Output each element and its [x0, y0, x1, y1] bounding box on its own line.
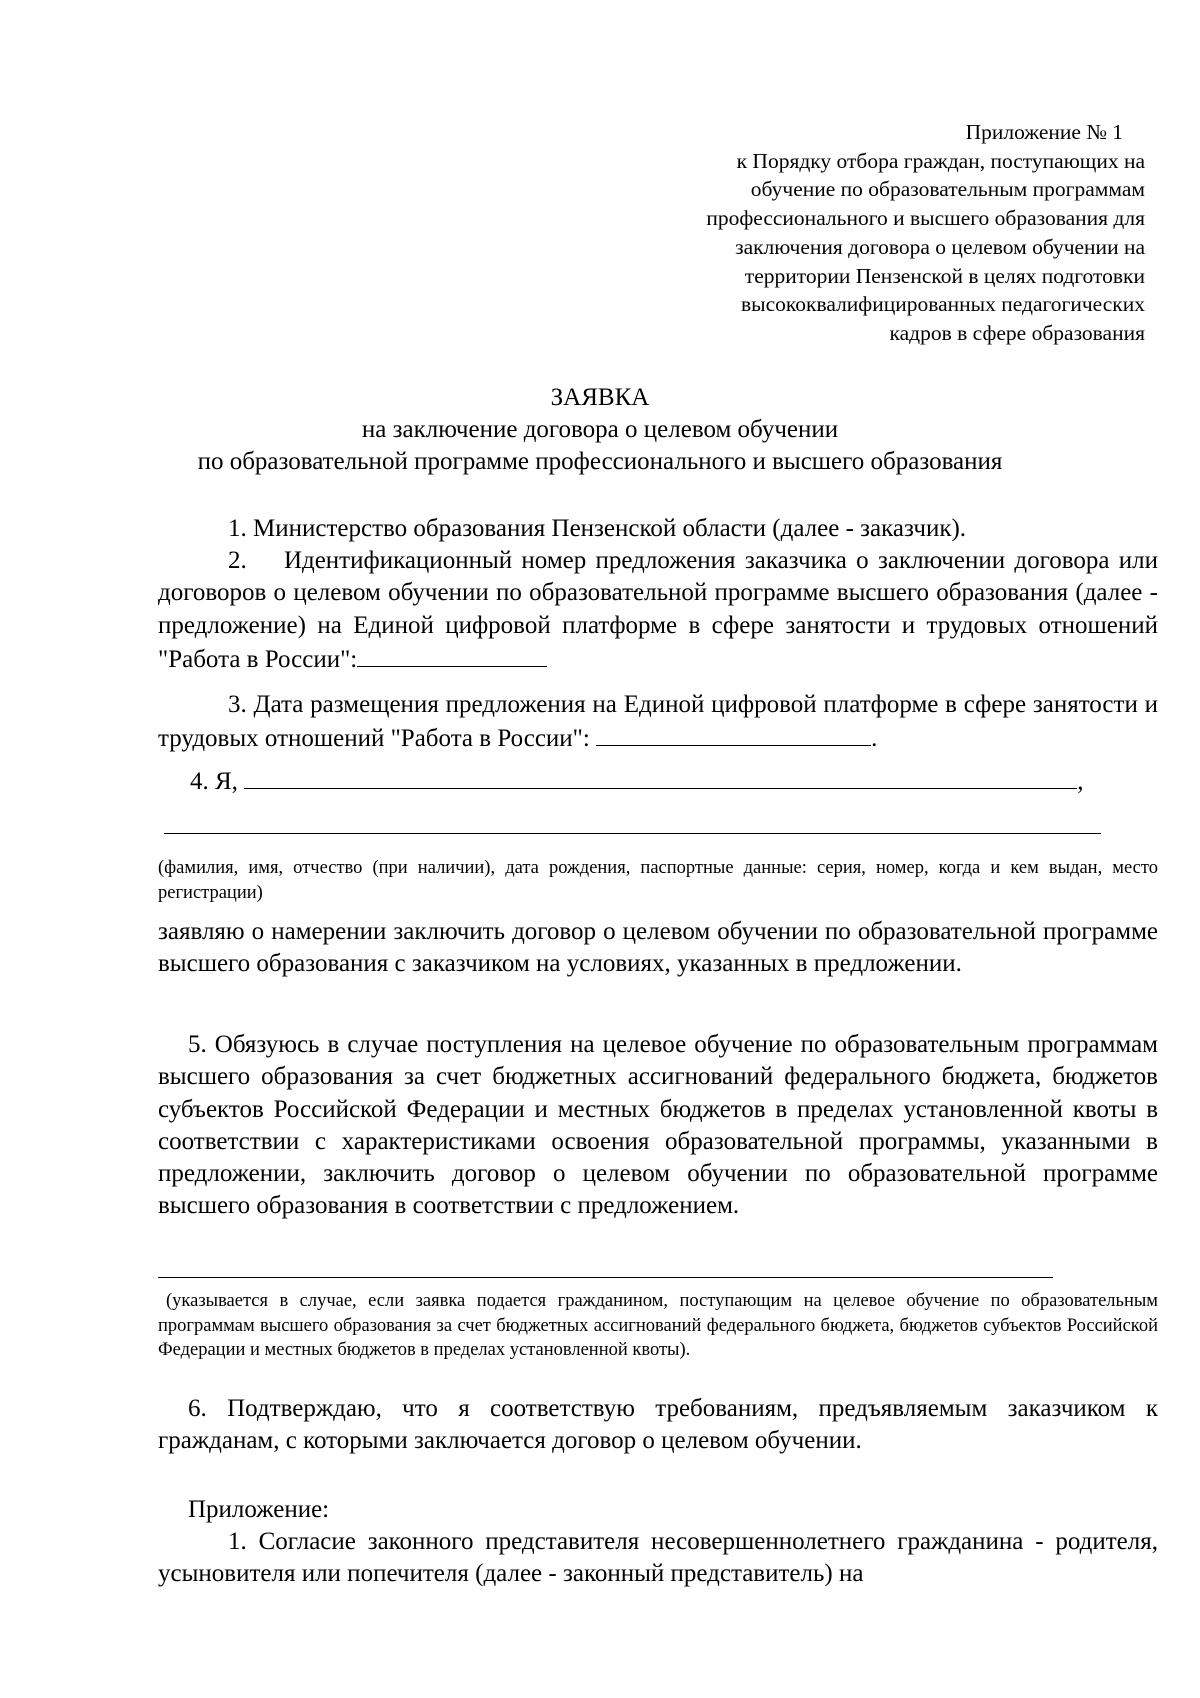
item-1: 1. Министерство образования Пензенской области (далее - заказчик).	[228, 515, 967, 542]
appendix-line: профессионального и высшего образования для	[706, 206, 1145, 231]
document-subtitle-2: по образовательной программе профессионального и высшего образования	[197, 448, 1003, 475]
item-6: 6. Подтверждаю, что я соответствую требованиям, предъявляемым заказчиком к гражданам, с которыми заключается договор о целевом обучении.	[158, 1395, 1158, 1455]
item-2-number: 2.	[228, 547, 247, 574]
item-4-continuation: заявляю о намерении заключить договор о целевом обучении по образовательной программе высшего образования с заказчиком на условиях, указанных в предложении.	[158, 918, 1158, 978]
appendix-line: высококвалифицированных педагогических	[741, 292, 1145, 317]
appendix-line: заключения договора о целевом обучении на	[735, 234, 1145, 259]
item-4-label: 4. Я,	[190, 768, 238, 795]
applicant-details-line[interactable]	[164, 833, 1101, 834]
appendix-number: Приложение № 1	[965, 120, 1123, 144]
appendix-line: обучение по образовательным программам	[750, 177, 1145, 202]
appendix-line: территории Пензенской в целях подготовки	[744, 263, 1145, 288]
document-subtitle-1: на заключение договора о целевом обучении	[361, 416, 839, 443]
attachment-item-1: 1. Согласие законного представителя несовершеннолетнего гражданина - родителя, усыновителя или попечителя (далее - законный представитель) на	[158, 1528, 1158, 1588]
item-3-text: 3. Дата размещения предложения на Единой цифровой платформе в сфере занятости и трудовых отношений "Работа в России":	[158, 691, 1158, 753]
appendix-line: к Порядку отбора граждан, поступающих на	[736, 148, 1145, 173]
attachment-label: Приложение:	[188, 1496, 330, 1523]
item-4-note: (фамилия, имя, отчество (при наличии), дата рождения, паспортные данные: серия, номер, когда и кем выдан, место регистрации)	[158, 858, 1158, 903]
item-3-end: .	[871, 725, 878, 753]
item-3	[158, 689, 1158, 756]
item-2-text: Идентификационный номер предложения заказчика о заключении договора или договоров о целевом обучении по образовательной программе высшего образования (далее - предложение) на Единой цифровой платформе в сфере занятости и трудовых отношений "Работа в России":	[158, 547, 1158, 673]
item-5-separator-line	[158, 1277, 1053, 1278]
document-title: ЗАЯВКА	[550, 384, 650, 411]
item-4-row	[190, 764, 1190, 798]
appendix-line: кадров в сфере образования	[889, 320, 1145, 345]
placement-date-blank[interactable]	[596, 721, 871, 746]
proposal-id-blank[interactable]	[357, 642, 547, 667]
item-5-note: (указывается в случае, если заявка подается гражданином, поступающим на целевое обучение по образовательным программам высшего образования за счет бюджетных ассигнований федерального бюджета, бюджетов субъектов Российской Федерации и местных бюджетов в пределах установленной квоты).	[158, 1291, 1158, 1360]
appendix-header	[600, 118, 1145, 348]
item-4-end: ,	[1077, 768, 1084, 795]
applicant-name-blank[interactable]	[244, 764, 1077, 789]
item-5: 5. Обязуюсь в случае поступления на целевое обучение по образовательным программам высшего образования за счет бюджетных ассигнований федерального бюджета, бюджетов субъектов Российской Федерации и местных бюджетов в пределах установленной квоты в соответствии с характеристиками освоения образовательной программы, указанными в предложении, заключить договор о целевом обучении по образовательной программе высшего образования в соответствии с предложением.	[158, 1031, 1158, 1220]
item-2	[158, 545, 1158, 676]
